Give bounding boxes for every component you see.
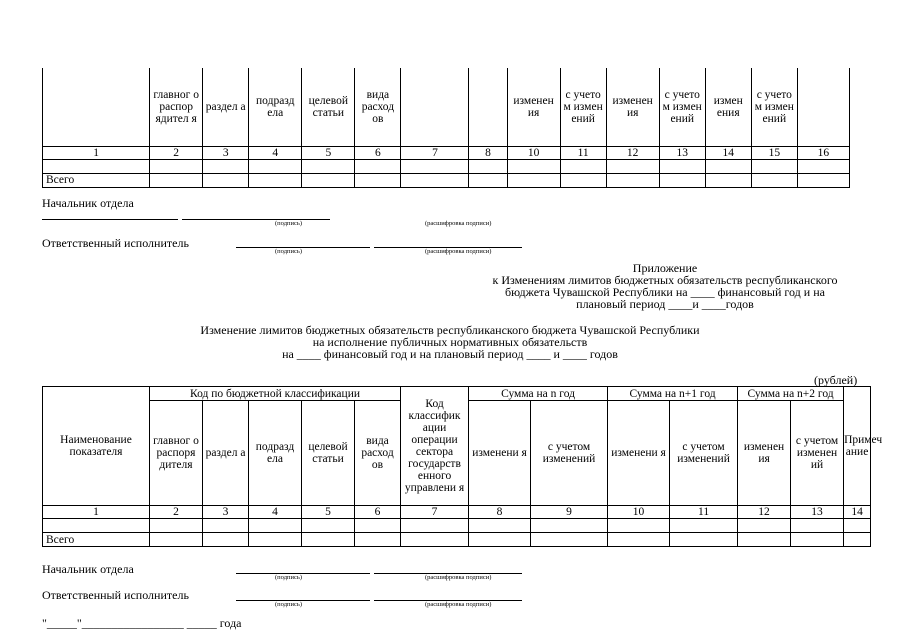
t1-head-6 — [401, 68, 469, 146]
sub-header: изменени я — [469, 401, 531, 506]
caption-podpis: (подпись) — [275, 574, 302, 581]
t1-head-5: вида расход ов — [355, 68, 401, 146]
table-main-number-row — [43, 506, 871, 519]
doc-title-line2: на исполнение публичных нормативных обязательств — [312, 335, 588, 349]
sum-n1-header: Сумма на n+1 год — [608, 387, 738, 401]
head-label-1: Начальник отдела — [42, 196, 134, 210]
sum-n-header: Сумма на n год — [469, 387, 608, 401]
doc-title-line1: Изменение лимитов бюджетных обязательств республиканского бюджета Чувашской Республики — [200, 323, 700, 337]
table-total-row — [43, 533, 871, 547]
t2-num: 3 — [203, 506, 249, 519]
table-total-row — [43, 173, 850, 187]
t1-num: 6 — [355, 146, 401, 159]
t1-head-3: подразд ела — [249, 68, 302, 146]
caption-podpis: (подпись) — [275, 220, 302, 227]
table-top-number-row — [43, 146, 850, 159]
t1-num: 8 — [469, 146, 507, 159]
date-line: "_____"_________________ _____ года — [42, 616, 242, 630]
sub-header: целевой статьи — [302, 401, 355, 506]
t1-head-1: главног о распор ядител я — [150, 68, 203, 146]
doc-title — [150, 324, 750, 360]
sign-line — [182, 219, 330, 220]
t1-head-0 — [43, 68, 150, 146]
t1-head-4: целевой статьи — [302, 68, 355, 146]
caption-rasshifrovka: (расшифровка подписи) — [425, 220, 492, 227]
t2-num: 4 — [249, 506, 302, 519]
t1-num: 4 — [249, 146, 302, 159]
resp-label-2: Ответственный исполнитель — [42, 588, 189, 602]
t1-head-14 — [797, 68, 849, 146]
appendix-block — [470, 262, 860, 310]
t1-head-11: с учето м измен ений — [659, 68, 705, 146]
t1-head-9: с учето м измен ений — [560, 68, 606, 146]
sign-line — [42, 219, 178, 220]
t1-num: 15 — [751, 146, 797, 159]
sub-header: с учетом изменений — [670, 401, 738, 506]
t1-num: 10 — [507, 146, 560, 159]
t2-num: 1 — [43, 506, 150, 519]
sub-header: вида расход ов — [355, 401, 401, 506]
t1-head-2: раздел а — [203, 68, 249, 146]
t1-num: 3 — [203, 146, 249, 159]
t1-num: 14 — [705, 146, 751, 159]
appendix-title: Приложение — [632, 261, 698, 275]
t2-num: 10 — [608, 506, 670, 519]
t2-num: 2 — [150, 506, 203, 519]
caption-rasshifrovka: (расшифровка подписи) — [425, 601, 492, 608]
table-main-header-row-1 — [43, 387, 871, 401]
t1-num: 2 — [150, 146, 203, 159]
table-top-header-row — [43, 68, 850, 146]
col-name-header: Наименование показателя — [43, 387, 150, 506]
t2-num: 11 — [670, 506, 738, 519]
head-label-2: Начальник отдела — [42, 562, 134, 576]
t2-num: 12 — [738, 506, 791, 519]
table-top — [42, 68, 850, 188]
sub-header: раздел а — [203, 401, 249, 506]
t1-num: 13 — [659, 146, 705, 159]
t1-head-7 — [469, 68, 507, 146]
doc-title-line3: на ____ финансовый год и на плановый период ____ и ____ годов — [282, 347, 618, 361]
units-label: (рублей) — [814, 373, 858, 387]
caption-rasshifrovka: (расшифровка подписи) — [425, 574, 492, 581]
t2-total-label: Всего — [43, 533, 150, 547]
t2-num: 14 — [844, 506, 871, 519]
t1-total-label: Всего — [43, 173, 150, 187]
t1-num: 11 — [560, 146, 606, 159]
t1-head-8: изменен ия — [507, 68, 560, 146]
t1-num: 12 — [606, 146, 659, 159]
t2-num: 8 — [469, 506, 531, 519]
t1-num: 5 — [302, 146, 355, 159]
t1-head-10: изменен ия — [606, 68, 659, 146]
note-header: Примеч ание — [844, 387, 871, 506]
appendix-line3: плановый период ____и ____годов — [576, 297, 754, 311]
t2-num: 6 — [355, 506, 401, 519]
t1-head-12: измен ения — [705, 68, 751, 146]
sub-header: изменен ия — [738, 401, 791, 506]
appendix-line2: бюджета Чувашской Республики на ____ финансовый год и на — [505, 285, 825, 299]
caption-rasshifrovka: (расшифровка подписи) — [425, 248, 492, 255]
sign-line — [236, 573, 370, 574]
t1-num: 16 — [797, 146, 849, 159]
kosgu-header: Код классифик ации операции сектора государств енного управлени я — [401, 387, 469, 506]
sign-line — [236, 247, 370, 248]
t1-num: 1 — [43, 146, 150, 159]
t1-head-13: с учето м измен ений — [751, 68, 797, 146]
sub-header: изменени я — [608, 401, 670, 506]
sub-header: главног о распоря дителя — [150, 401, 203, 506]
sign-line — [236, 600, 370, 601]
t2-num: 5 — [302, 506, 355, 519]
t2-num: 13 — [791, 506, 844, 519]
sub-header: с учетом изменений — [531, 401, 608, 506]
appendix-line1: к Изменениям лимитов бюджетных обязательств республиканского — [492, 273, 838, 287]
sum-n2-header: Сумма на n+2 год — [738, 387, 844, 401]
sub-header: с учетом изменен ий — [791, 401, 844, 506]
resp-label-1: Ответственный исполнитель — [42, 236, 189, 250]
caption-podpis: (подпись) — [275, 248, 302, 255]
table-main — [42, 386, 883, 547]
t2-num: 7 — [401, 506, 469, 519]
table-row — [43, 159, 850, 173]
table-row — [43, 519, 871, 533]
sub-header: подразд ела — [249, 401, 302, 506]
t1-num: 7 — [401, 146, 469, 159]
caption-podpis: (подпись) — [275, 601, 302, 608]
code-group-header: Код по бюджетной классификации — [150, 387, 401, 401]
t2-num: 9 — [531, 506, 608, 519]
